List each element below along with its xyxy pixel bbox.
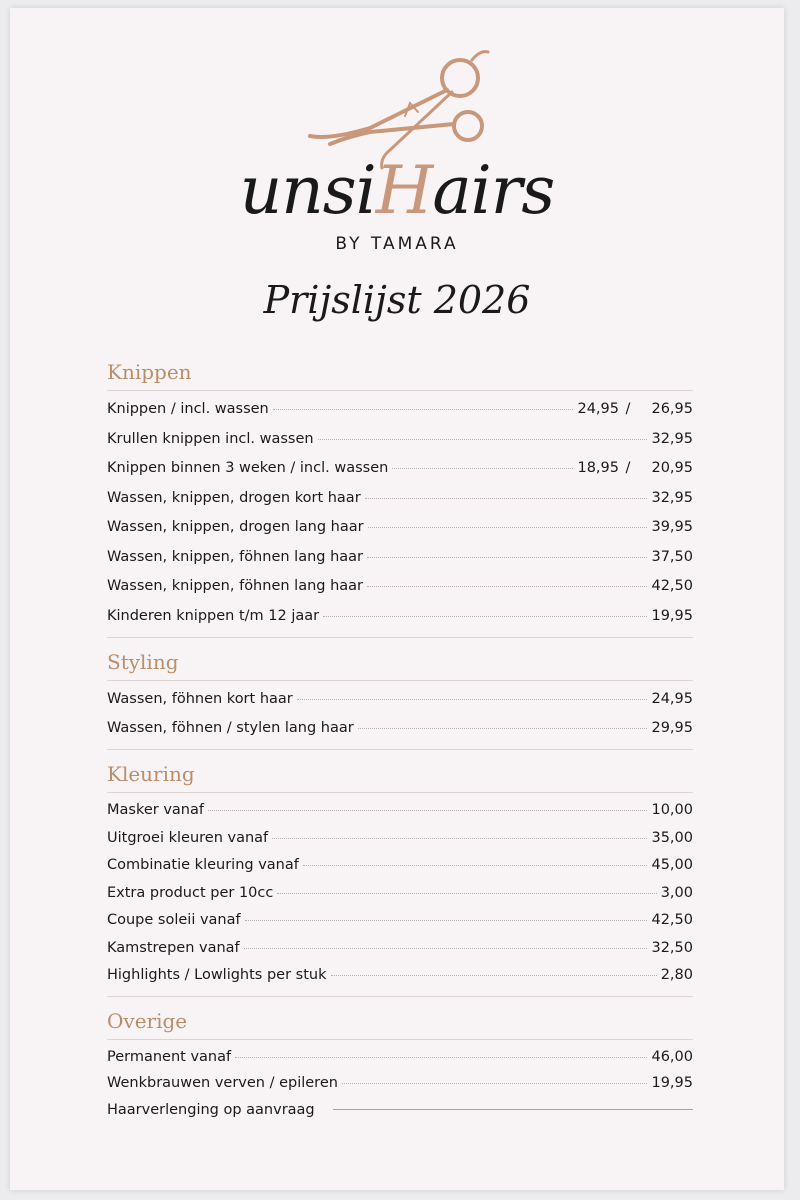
section-knippen xyxy=(107,360,693,638)
section-items xyxy=(107,793,693,990)
dotted-leader xyxy=(273,409,574,410)
service-label: Highlights / Lowlights per stuk xyxy=(107,967,327,983)
dotted-leader xyxy=(297,699,648,700)
price-row xyxy=(107,572,693,602)
price-value: 32,95 xyxy=(651,489,693,506)
logo xyxy=(10,8,784,268)
price xyxy=(651,602,693,632)
price-row xyxy=(107,1097,693,1124)
price-value: 37,50 xyxy=(651,548,693,565)
dotted-leader xyxy=(235,1057,647,1058)
accent-line xyxy=(333,1109,693,1110)
service-label: Knippen / incl. wassen xyxy=(107,401,269,417)
service-label: Haarverlenging op aanvraag xyxy=(107,1101,315,1118)
section-title: Kleuring xyxy=(107,762,693,793)
price-row xyxy=(107,1044,693,1071)
price-row xyxy=(107,935,693,963)
price xyxy=(651,685,693,714)
service-label: Wassen, föhnen kort haar xyxy=(107,691,293,707)
dotted-leader xyxy=(365,498,648,499)
price-row xyxy=(107,825,693,853)
dotted-leader xyxy=(272,838,647,839)
price xyxy=(651,543,693,573)
section-styling xyxy=(107,650,693,750)
price-row xyxy=(107,513,693,543)
price-separator: / xyxy=(625,460,631,476)
section-overige xyxy=(107,1009,693,1124)
price-value-long-hair: 26,95 xyxy=(651,401,693,417)
dotted-leader xyxy=(367,586,647,587)
dotted-leader xyxy=(245,920,648,921)
section-items xyxy=(107,681,693,743)
service-label: Wassen, knippen, föhnen lang haar xyxy=(107,578,364,594)
price-value: 19,95 xyxy=(651,607,693,624)
service-label: Kamstrepen vanaf xyxy=(107,939,240,956)
service-label: Wassen, föhnen / stylen lang haar xyxy=(107,720,354,736)
dotted-leader xyxy=(323,616,647,617)
section-title: Styling xyxy=(107,650,693,681)
price-row xyxy=(107,543,693,573)
service-label: Kinderen knippen t/m 12 jaar xyxy=(107,607,320,624)
price-row xyxy=(107,454,693,484)
section-divider xyxy=(107,996,693,997)
price-row xyxy=(107,425,693,455)
price-value: 46,00 xyxy=(651,1048,693,1065)
price-value: 39,95 xyxy=(651,519,693,535)
price-value-short-hair: 18,95 xyxy=(577,460,619,476)
service-label: Krullen knippen incl. wassen xyxy=(107,430,314,447)
service-label: Uitgroei kleuren vanaf xyxy=(107,829,269,846)
service-label: Masker vanaf xyxy=(107,802,204,818)
price-value: 45,00 xyxy=(651,857,693,873)
section-kleuring xyxy=(107,762,693,997)
section-divider xyxy=(107,749,693,750)
price-row xyxy=(107,1070,693,1097)
price xyxy=(651,797,693,825)
dotted-leader xyxy=(244,948,648,949)
price-row xyxy=(107,685,693,714)
section-title: Knippen xyxy=(107,360,693,391)
price-value: 24,95 xyxy=(651,691,693,707)
price-value: 3,00 xyxy=(660,884,693,901)
price xyxy=(651,513,693,543)
section-title: Overige xyxy=(107,1009,693,1040)
service-label: Wassen, knippen, drogen kort haar xyxy=(107,489,361,506)
price-row xyxy=(107,880,693,908)
price-value: 42,50 xyxy=(651,912,693,928)
price-value: 32,95 xyxy=(651,430,693,447)
service-label: Permanent vanaf xyxy=(107,1048,232,1065)
price-value: 42,50 xyxy=(651,578,693,594)
price xyxy=(577,395,693,425)
dotted-leader xyxy=(392,468,573,469)
dotted-leader xyxy=(208,810,648,811)
page-title: Prijslijst 2026 xyxy=(263,278,531,322)
price-row xyxy=(107,714,693,743)
price-row xyxy=(107,962,693,990)
price xyxy=(651,714,693,743)
dotted-leader xyxy=(331,975,657,976)
price xyxy=(651,1044,693,1071)
dotted-leader xyxy=(368,527,648,528)
dotted-leader xyxy=(303,865,648,866)
brand-name: unsiHairs xyxy=(239,152,555,229)
price xyxy=(651,825,693,853)
dotted-leader xyxy=(277,893,656,894)
price-row xyxy=(107,797,693,825)
price-row xyxy=(107,602,693,632)
price xyxy=(651,935,693,963)
service-label: Knippen binnen 3 weken / incl. wassen xyxy=(107,460,389,476)
section-divider xyxy=(107,637,693,638)
brand-subtitle: BY TAMARA xyxy=(335,234,459,254)
price-value: 2,80 xyxy=(660,967,693,983)
price-value: 32,50 xyxy=(651,939,693,956)
price-list xyxy=(107,360,693,1123)
dotted-leader xyxy=(367,557,647,558)
price-value-long-hair: 20,95 xyxy=(651,460,693,476)
price xyxy=(661,880,693,908)
dotted-leader xyxy=(318,439,648,440)
price xyxy=(661,962,693,990)
price-list-card xyxy=(10,8,784,1190)
price xyxy=(651,572,693,602)
section-items xyxy=(107,391,693,631)
service-label: Coupe soleii vanaf xyxy=(107,912,241,928)
dotted-leader xyxy=(342,1083,648,1084)
price-value-short-hair: 24,95 xyxy=(577,401,619,417)
service-label: Wenkbrauwen verven / epileren xyxy=(107,1075,338,1091)
service-label: Wassen, knippen, drogen lang haar xyxy=(107,519,364,535)
price-value: 19,95 xyxy=(651,1075,693,1091)
price-row xyxy=(107,907,693,935)
price-row xyxy=(107,484,693,514)
price xyxy=(651,425,693,455)
price-row xyxy=(107,852,693,880)
service-label: Extra product per 10cc xyxy=(107,884,274,901)
price-separator: / xyxy=(625,401,631,417)
price-row xyxy=(107,395,693,425)
price-value: 29,95 xyxy=(651,720,693,736)
service-label: Combinatie kleuring vanaf xyxy=(107,857,299,873)
section-items xyxy=(107,1040,693,1124)
service-label: Wassen, knippen, föhnen lang haar xyxy=(107,548,364,565)
scissors-icon xyxy=(10,8,784,268)
dotted-leader xyxy=(358,728,648,729)
price xyxy=(651,484,693,514)
price-value: 35,00 xyxy=(651,829,693,846)
price-value: 10,00 xyxy=(651,802,693,818)
price xyxy=(651,1070,693,1097)
price xyxy=(577,454,693,484)
brand-name-highlight: H xyxy=(375,152,433,229)
price xyxy=(651,852,693,880)
price xyxy=(651,907,693,935)
